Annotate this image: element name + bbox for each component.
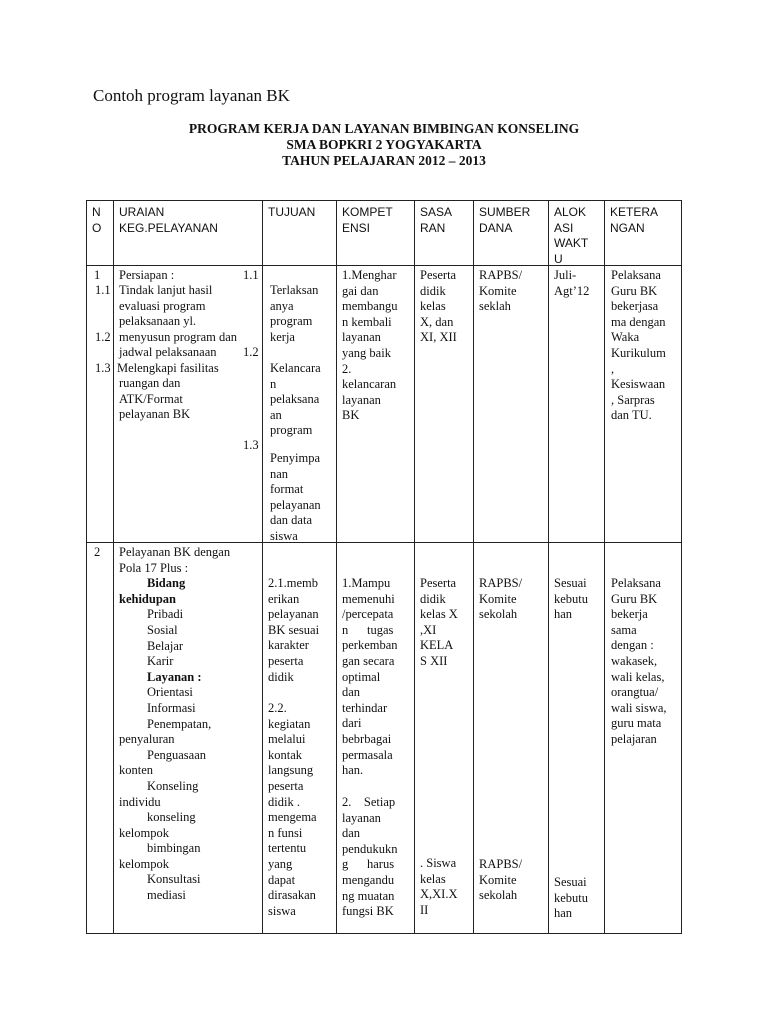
header-tujuan: TUJUAN [268,205,316,219]
school-title: SMA BOPKRI 2 YOGYAKARTA [286,137,482,152]
row1-tujuan-c: Penyimpa nan format pelayanan dan data siswa [270,451,321,543]
row2-sumber-dana-b: RAPBS/ Komite sekolah [479,857,523,903]
row2-tujuan-b: 2.2. kegiatan melalui kontak langsung peserta didik . mengema n funsi tertentu yang dapat dirasakan siswa [268,701,317,918]
row2-uraian: Pelayanan BK dengan Pola 17 Plus : Bidang kehidupan Pribadi Sosial Belajar Karir Layanan : Orientasi Informasi Penempatan, penyaluran Penguasaan konten Konseling individu konseling kelompok bimbingan kelompok Konsultasi mediasi [119,545,231,903]
header-alokasi-waktu: ALOK ASI WAKT U [554,205,589,266]
row2-sasaran-b: . Siswa kelas X,XI.X II [420,856,458,917]
row1-no: 1 [94,268,101,282]
col-divider [604,201,605,933]
row1-marker: 1.3 [243,438,259,452]
row1-marker: 1.2 [95,330,111,344]
header-sasaran: SASA RAN [420,205,453,235]
row-divider [87,265,681,266]
row1-marker: 1.3 [95,361,111,375]
row1-kompetensi: 1.Menghar gai dan membangu n kembali layanan yang baik 2. kelancaran layanan BK [342,268,398,423]
header-no: N O [92,205,102,235]
row1-uraian-items-2: Melengkapi fasilitas [117,361,219,375]
row1-tujuan-a: Terlaksan anya program kerja [270,283,319,344]
col-divider [336,201,337,933]
col-divider [548,201,549,933]
row1-marker: 1.1 [95,283,111,297]
header-kompetensi: KOMPET ENSI [342,205,393,235]
header-uraian: URAIAN KEG.PELAYANAN [119,205,218,235]
row-divider [87,542,681,543]
row2-alokasi-b: Sesuai kebutu han [554,875,589,921]
row1-keterangan: Pelaksana Guru BK bekerjasa ma dengan Waka Kurikulum , Kesiswaan , Sarpras dan TU. [611,268,666,423]
row1-sumber-dana: RAPBS/ Komite seklah [479,268,523,314]
col-divider [414,201,415,933]
document-titles [86,121,682,169]
row1-uraian: Persiapan : [119,268,175,282]
row1-uraian-items-3: ruangan dan ATK/Format pelayanan BK [119,376,191,422]
academic-year-title: TAHUN PELAJARAN 2012 – 2013 [282,153,486,168]
header-keterangan: KETERA NGAN [610,205,659,235]
program-table [86,200,682,934]
row2-alokasi-a: Sesuai kebutu han [554,576,589,622]
row2-sasaran-a: Peserta didik kelas X ,XI KELA S XII [420,576,458,668]
row2-keterangan: Pelaksana Guru BK bekerja sama dengan : wakasek, wali kelas, orangtua/ wali siswa, guru mata pelajaran [611,576,667,746]
row1-marker: 1.2 [243,345,259,359]
row2-kompetensi-b: 2. Setiap layanan dan pendukukn g harus mengandu ng muatan fungsi BK [342,795,398,919]
col-divider [262,201,263,933]
row1-sasaran: Peserta didik kelas X, dan XI, XII [420,268,457,345]
program-title: PROGRAM KERJA DAN LAYANAN BIMBINGAN KONSELING [188,121,580,136]
row2-tujuan-a: 2.1.memb erikan pelayanan BK sesuai karakter peserta didik [268,576,320,684]
row1-tujuan-b: Kelancara n pelaksana an program [270,361,321,438]
row2-kompetensi-a: 1.Mampu memenuhi /percepata n tugas perkemban gan secara optimal dan terhindar dari bebrbagai permasala han. [342,576,398,778]
row1-marker: 1.1 [243,268,259,282]
header-sumber-dana: SUMBER DANA [479,205,531,235]
row2-sumber-dana-a: RAPBS/ Komite sekolah [479,576,523,622]
col-divider [473,201,474,933]
row2-no: 2 [94,545,101,559]
page-heading: Contoh program layanan BK [93,86,290,105]
col-divider [113,201,114,933]
row1-alokasi-waktu: Juli- Agt’12 [554,268,590,298]
row1-uraian-items: Tindak lanjut hasil evaluasi program pelaksanaan yl. menyusun program dan jadwal pelaksanaan [119,283,238,360]
